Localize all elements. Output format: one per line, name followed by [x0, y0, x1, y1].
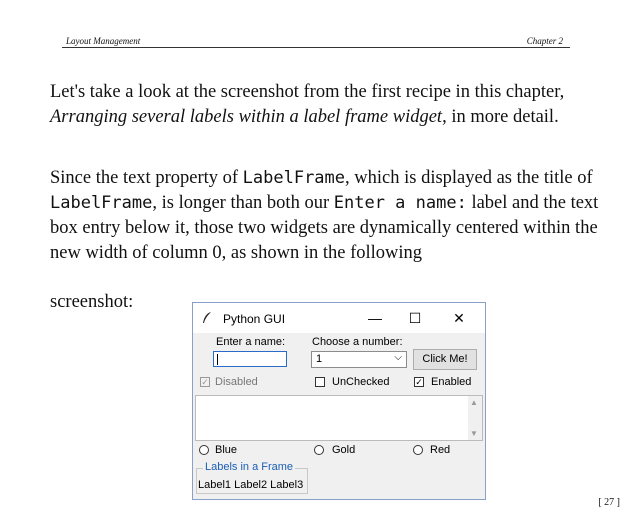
- scroll-down-icon[interactable]: ▼: [470, 429, 478, 438]
- scroll-up-icon[interactable]: ▲: [470, 398, 478, 407]
- scrolled-text[interactable]: [195, 395, 483, 441]
- labels-frame: [196, 461, 308, 494]
- paragraph-1-text-a: Let's take a look at the screenshot from the first recipe in this chapter,: [50, 82, 565, 102]
- feather-icon: [201, 311, 213, 325]
- window-titlebar[interactable]: [193, 303, 485, 333]
- number-combobox[interactable]: [311, 351, 407, 368]
- paragraph-3: screenshot:: [50, 292, 134, 312]
- enabled-checkbox-label: Enabled: [431, 376, 472, 388]
- paragraph-2: [50, 166, 610, 266]
- header-left: Layout Management: [66, 36, 141, 46]
- radio-red-label: Red: [430, 444, 451, 456]
- page-number: [ 27 ]: [598, 497, 620, 508]
- text-caret: [217, 354, 218, 365]
- python-gui-window: [192, 302, 486, 500]
- disabled-checkbox-label: Disabled: [215, 376, 258, 388]
- paragraph-2-text-b: , which is displayed as the title of: [345, 168, 593, 188]
- disabled-checkbox: ✓: [201, 377, 209, 387]
- minimize-button[interactable]: —: [368, 310, 382, 326]
- unchecked-checkbox-label: UnChecked: [332, 376, 390, 388]
- paragraph-2-text-a: Since the text property of: [50, 168, 243, 188]
- recipe-title: Arranging several labels within a label frame widget: [50, 107, 443, 127]
- scrollbar[interactable]: [468, 396, 482, 440]
- radio-gold-label: Gold: [332, 444, 356, 456]
- paragraph-1-text-b: , in more detail.: [442, 107, 559, 127]
- code-labelframe-1: LabelFrame: [242, 168, 346, 188]
- radio-gold[interactable]: [314, 445, 324, 455]
- maximize-button[interactable]: ☐: [408, 310, 422, 326]
- header-rule: [62, 47, 570, 48]
- window-title: Python GUI: [223, 312, 286, 326]
- unchecked-checkbox[interactable]: [315, 377, 325, 387]
- paragraph-1: [50, 80, 610, 130]
- paragraph-2-text-c: , is longer than both our: [152, 193, 334, 213]
- chevron-down-icon[interactable]: ⌵: [394, 352, 402, 363]
- code-labelframe-2: LabelFrame: [50, 193, 153, 213]
- radio-blue-label: Blue: [215, 444, 238, 456]
- radio-blue[interactable]: [199, 445, 209, 455]
- choose-number-label: Choose a number:: [312, 336, 403, 348]
- header-right: Chapter 2: [526, 36, 563, 46]
- labels-frame-title: Labels in a Frame: [205, 461, 294, 473]
- combobox-value: 1: [316, 353, 323, 365]
- paragraph-2-text-d: label and the text box entry below it, those two widgets are dynamically centered within the new width of column 0, as shown in the following: [50, 193, 599, 263]
- enabled-checkbox[interactable]: ✓: [415, 377, 423, 387]
- close-button[interactable]: ✕: [453, 310, 465, 326]
- click-me-button[interactable]: Click Me!: [413, 349, 477, 370]
- frame-labels: Label1 Label2 Label3: [198, 479, 304, 491]
- code-enter-a-name: Enter a name:: [333, 193, 467, 213]
- radio-red[interactable]: [413, 445, 423, 455]
- name-entry[interactable]: [213, 351, 287, 367]
- enter-name-label: Enter a name:: [216, 336, 286, 348]
